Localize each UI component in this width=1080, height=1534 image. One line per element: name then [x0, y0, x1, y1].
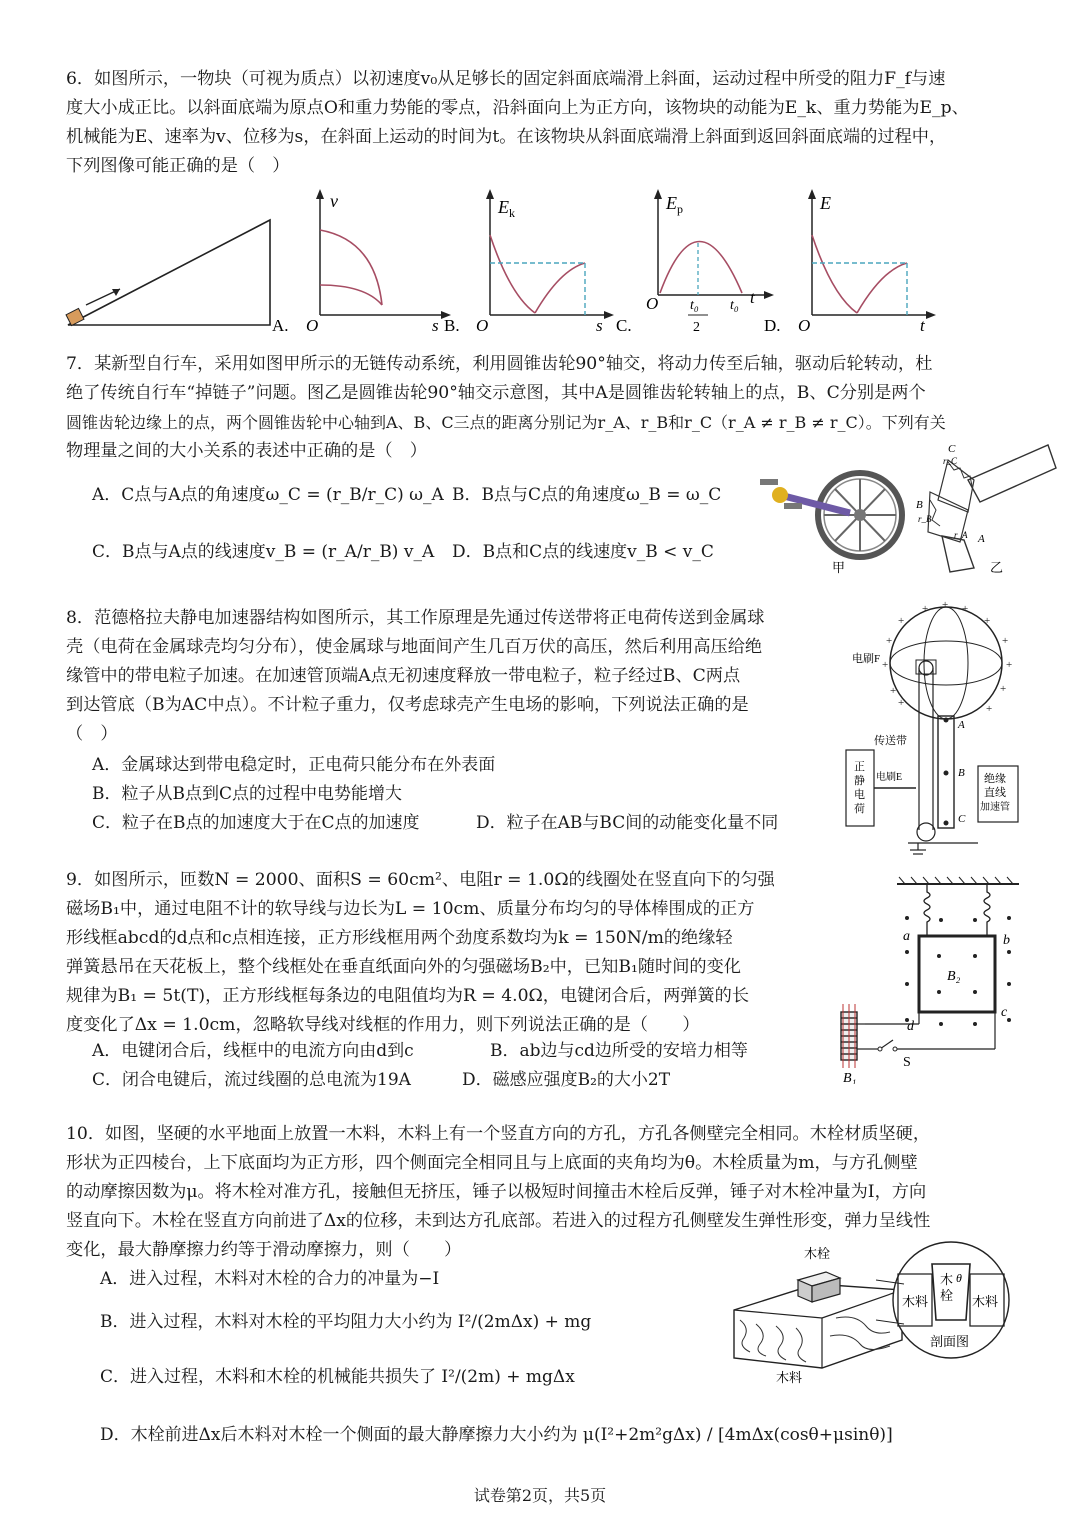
graph-c-origin: O: [646, 294, 659, 313]
graph-c-t0-half: t₀: [690, 298, 699, 313]
q7-option-b: B．B点与C点的角速度ω_B = ω_C: [452, 485, 722, 505]
option-c-label: C.: [616, 316, 632, 335]
svg-text:+: +: [942, 599, 949, 611]
fig-jia-caption: 甲: [832, 560, 846, 575]
graph-c-t0: t₀: [730, 298, 739, 313]
svg-text:+: +: [882, 659, 889, 671]
q8-figure-van-de-graaff: [838, 598, 1038, 858]
vdg-source-1: 正: [854, 761, 865, 773]
frame-corner-c: c: [1001, 1005, 1008, 1020]
graph-a-xlabel: s: [432, 316, 439, 335]
gear-label-c: C: [948, 443, 956, 455]
q8-line: 缘管中的带电粒子加速。在加速管顶端A点无初速度释放一带电粒子，粒子经过B、C两点: [66, 666, 741, 686]
label-wood-right: 木料: [972, 1294, 999, 1309]
q8-line: （ ）: [66, 724, 118, 744]
q9-line: 规律为B₁ = 5t(T)，正方形线框每条边的电阻值均为R = 4.0Ω，电键闭合后，两弹簧的长: [66, 986, 750, 1006]
graph-d-ylabel: E: [820, 193, 831, 213]
q6-line: 机械能为E、速率为v、位移为s，在斜面上运动的时间为t。在该物块从斜面底端滑上斜面到返回斜面底端的过程中，: [66, 127, 947, 147]
q9-figure-coil-frame: [835, 874, 1035, 1084]
q9-option-a: A．电键闭合后，线框中的电流方向由d到c: [92, 1041, 414, 1061]
svg-text:+: +: [886, 635, 893, 647]
vdg-belt: 传送带: [874, 735, 907, 747]
svg-text:+: +: [1002, 635, 1009, 647]
q10-line: 的动摩擦因数为μ。将木栓对准方孔，接触但无挤压，锤子以极短时间撞击木栓后反弹，锤子对木栓冲量为I，方向: [66, 1182, 927, 1202]
question-9-stem: [66, 866, 775, 1040]
graph-c-ylabel: $E_p$: [666, 193, 683, 216]
q7-line: 圆锥齿轮边缘上的点，两个圆锥齿轮中心轴到A、B、C三点的距离分别记为r_A、r_B和r_C（r_A ≠ r_B ≠ r_C）。下列有关: [66, 413, 946, 432]
q9-line: 弹簧悬吊在天花板上，整个线框处在垂直纸面向外的匀强磁场B₂中，已知B₁随时间的变化: [66, 957, 741, 977]
gear-label-ra: r_A: [954, 530, 968, 540]
gear-label-rc: r_C: [943, 456, 958, 466]
gear-label-b: B: [916, 499, 923, 511]
option-b-label: B.: [444, 316, 460, 335]
graph-a-origin: O: [306, 316, 319, 335]
q8-option-c: C．粒子在B点的加速度大于在C点的加速度: [92, 813, 420, 833]
frame-corner-a: a: [903, 929, 910, 944]
incline-figure: [66, 220, 270, 326]
question-8-stem: [66, 604, 764, 749]
q7-line: 物理量之间的大小关系的表述中正确的是（ ）: [66, 441, 427, 461]
q8-line: 壳（电荷在金属球壳均匀分布），使金属球与地面间产生几百万伏的高压，然后利用高压给绝: [66, 637, 763, 657]
q9-line: 度变化了Δx = 1.0cm，忽略软导线对线框的作用力，则下列说法正确的是（ ）: [66, 1015, 700, 1035]
vdg-source-2: 静: [854, 775, 865, 787]
graph-b-xlabel: s: [596, 316, 603, 335]
q6-line: 下列图像可能正确的是（ ）: [66, 156, 290, 176]
graph-a: [306, 189, 451, 335]
q6-figures: [60, 185, 940, 345]
graph-c-half-denominator: 2: [693, 320, 700, 335]
label-peg-section-1: 木: [940, 1272, 954, 1287]
question-7-stem: [66, 350, 946, 466]
page-footer: 试卷第2页，共5页: [473, 1486, 607, 1505]
q10-option-a: A．进入过程，木料对木栓的合力的冲量为−I: [100, 1269, 440, 1289]
q7-figure-bicycle: [740, 465, 910, 575]
q7-figure-bevel-gears: [908, 440, 1058, 575]
graph-a-ylabel: v: [330, 191, 338, 211]
graph-d: [798, 189, 936, 335]
vdg-source-4: 荷: [854, 803, 865, 815]
q10-line: 竖直向下。木栓在竖直方向前进了Δx的位移，未到达方孔底部。若进入的过程方孔侧壁发生弹性形变，弹力呈线性: [66, 1211, 931, 1231]
graph-c-xlabel: t: [750, 288, 755, 307]
graph-d-origin: O: [798, 316, 811, 335]
svg-text:+: +: [986, 703, 993, 715]
svg-text:+: +: [1006, 659, 1013, 671]
vdg-tube-2: 直线: [984, 787, 1006, 799]
q10-line: 10．如图，坚硬的水平地面上放置一木料，木料上有一个竖直方向的方孔，方孔各侧壁完全相同。木栓材质坚硬，: [66, 1124, 931, 1144]
svg-text:+: +: [962, 603, 969, 615]
q10-line: 形状为正四棱台，上下底面均为正方形，四个侧面完全相同且与上底面的夹角均为θ。木栓质量为m，与方孔侧壁: [66, 1153, 918, 1173]
vdg-brush-e: 电刷E: [876, 772, 903, 783]
fig-yi-caption: 乙: [990, 560, 1004, 575]
graph-b: [476, 189, 614, 335]
q7-option-c: C．B点与A点的线速度v_B = (r_A/r_B) v_A: [92, 542, 435, 562]
switch-s-label: S: [903, 1055, 911, 1070]
q7-line: 绝了传统自行车“掉链子”问题。图乙是圆锥齿轮90°轴交示意图，其中A是圆锥齿轮转轴上的点，B、C分别是两个: [66, 383, 926, 403]
label-theta: θ: [956, 1271, 962, 1285]
graph-c: [646, 189, 774, 335]
label-wood: 木料: [776, 1370, 803, 1385]
vdg-source-3: 电: [854, 789, 865, 801]
vdg-brush-f: 电刷F: [852, 653, 881, 665]
q8-option-b: B．粒子从B点到C点的过程中电势能增大: [92, 784, 402, 804]
svg-text:+: +: [898, 615, 905, 627]
q7-option-a: A．C点与A点的角速度ω_C = (r_B/r_C) ω_A: [92, 485, 444, 505]
field-b2-label: B₂: [947, 969, 961, 984]
svg-text:+: +: [922, 603, 929, 615]
field-b1-label: B₁: [843, 1071, 857, 1084]
q10-line: 变化，最大静摩擦力约等于滑动摩擦力，则（ ）: [66, 1240, 462, 1260]
vdg-point-b: B: [958, 767, 965, 779]
q10-option-d: D．木栓前进Δx后木料对木栓一个侧面的最大静摩擦力大小约为 μ(I²+2m²gΔx) / [4mΔx(cosθ+μsinθ)]: [100, 1425, 893, 1445]
option-d-label: D.: [764, 316, 781, 335]
question-6-stem: [66, 65, 969, 181]
q8-option-d: D．粒子在AB与BC间的动能变化量不同: [476, 813, 779, 833]
svg-text:+: +: [1000, 683, 1007, 695]
q6-line: 度大小成正比。以斜面底端为原点O和重力势能的零点，沿斜面向上为正方向，该物块的动能为E_k、重力势能为E_p、: [66, 98, 969, 118]
frame-corner-d: d: [907, 1019, 914, 1034]
q9-line: 磁场B₁中，通过电阻不计的软导线与边长为L = 10cm、质量分布均匀的导体棒围成的正方: [66, 899, 755, 919]
vdg-point-c: C: [958, 813, 966, 825]
gear-label-a: A: [978, 533, 985, 545]
q9-line: 形线框abcd的d点和c点相连接，正方形线框用两个劲度系数均为k = 150N/m的绝缘轻: [66, 928, 733, 948]
svg-text:+: +: [898, 697, 905, 709]
q9-option-d: D．磁感应强度B₂的大小2T: [462, 1070, 671, 1090]
q10-option-c: C．进入过程，木料和木栓的机械能共损失了 I²/(2m) + mgΔx: [100, 1367, 575, 1387]
q6-line: 6．如图所示，一物块（可视为质点）以初速度v₀从足够长的固定斜面底端滑上斜面，运动过程中所受的阻力F_f与速: [66, 69, 946, 89]
q10-option-b: B．进入过程，木料对木栓的平均阻力大小约为 I²/(2mΔx) + mg: [100, 1312, 592, 1332]
vdg-tube-3: 加速管: [980, 802, 1010, 813]
q8-line: 8．范德格拉夫静电加速器结构如图所示，其工作原理是先通过传送带将正电荷传送到金属球: [66, 608, 765, 628]
svg-text:+: +: [984, 615, 991, 627]
vdg-point-a: A: [958, 719, 965, 731]
q8-line: 到达管底（B为AC中点）。不计粒子重力，仅考虑球壳产生电场的影响，下列说法正确的是: [66, 695, 749, 715]
q7-line: 7．某新型自行车，采用如图甲所示的无链传动系统，利用圆锥齿轮90°轴交，将动力传至后轴，驱动后轮转动，杜: [66, 354, 933, 374]
q10-figure-wood-peg: [726, 1240, 1026, 1390]
q9-option-b: B．ab边与cd边所受的安培力相等: [490, 1041, 748, 1061]
graph-d-xlabel: t: [920, 316, 925, 335]
q7-option-d: D．B点和C点的线速度v_B < v_C: [452, 542, 714, 562]
q9-line: 9．如图所示，匝数N = 2000、面积S = 60cm²、电阻r = 1.0Ω的线圈处在竖直向下的匀强: [66, 870, 775, 890]
graph-b-origin: O: [476, 316, 489, 335]
svg-text:+: +: [890, 685, 897, 697]
gear-label-rb: r_B: [918, 514, 932, 524]
label-section: 剖面图: [930, 1334, 970, 1349]
vdg-tube-1: 绝缘: [984, 773, 1006, 785]
q8-option-a: A．金属球达到带电稳定时，正电荷只能分布在外表面: [92, 755, 496, 775]
frame-corner-b: b: [1003, 933, 1010, 948]
graph-b-ylabel: $E_k$: [498, 197, 515, 220]
option-a-label: A.: [272, 316, 289, 335]
label-peg-section-2: 栓: [940, 1288, 954, 1303]
label-peg: 木栓: [804, 1246, 831, 1261]
label-wood-left: 木料: [902, 1294, 929, 1309]
q9-option-c: C．闭合电键后，流过线圈的总电流为19A: [92, 1070, 411, 1090]
